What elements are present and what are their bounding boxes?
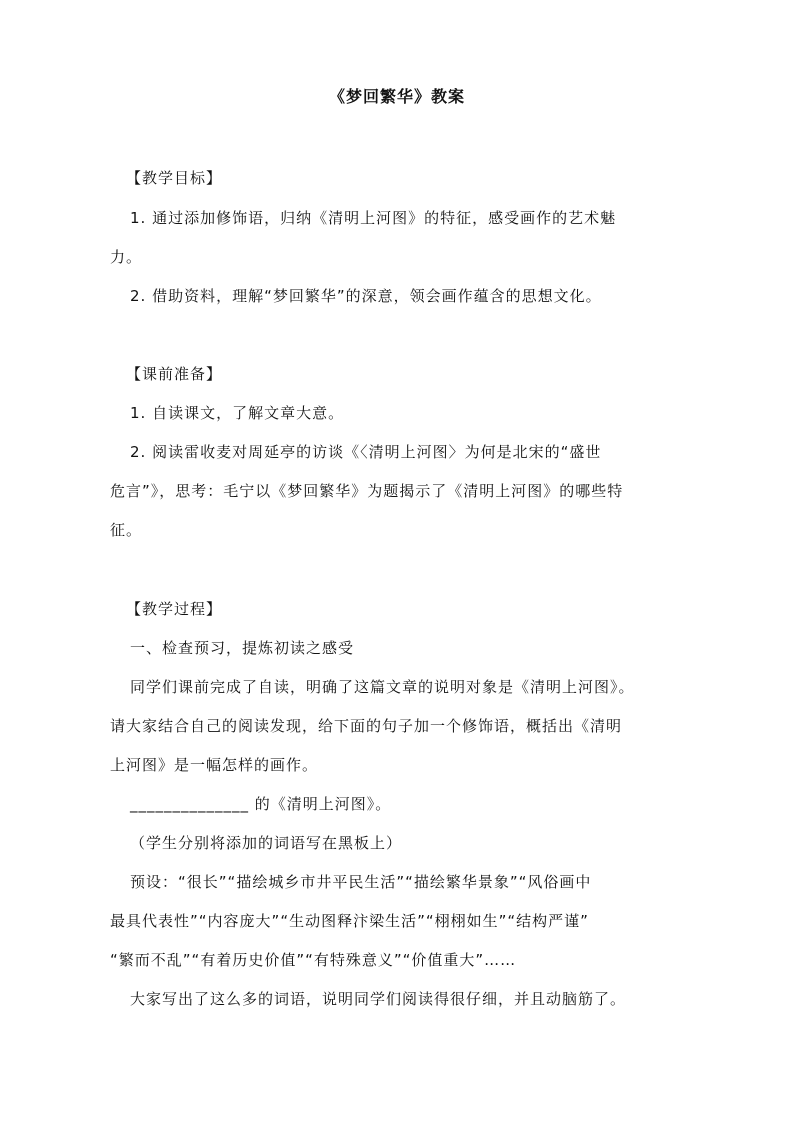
- objectives-heading: 【教学目标】: [126, 169, 223, 187]
- process-fill-blank: ______________ 的《清明上河图》。: [130, 795, 392, 813]
- objectives-item-1-line-1: 1. 通过添加修饰语，归纳《清明上河图》的特征，感受画作的艺术魅: [130, 209, 617, 227]
- process-para-1-line-1: 同学们课前完成了自读，明确了这篇文章的说明对象是《清明上河图》。: [130, 678, 635, 696]
- process-para-1-line-2: 请大家结合自己的阅读发现，给下面的句子加一个修饰语，概括出《清明: [110, 717, 623, 735]
- preparation-heading: 【课前准备】: [126, 365, 223, 383]
- objectives-item-2: 2. 借助资料，理解“梦回繁华”的深意，领会画作蕴含的思想文化。: [130, 287, 602, 305]
- preparation-item-2-line-2: 危言”》，思考：毛宁以《梦回繁华》为题揭示了《清明上河图》的哪些特: [110, 482, 624, 500]
- preparation-item-2-line-3: 征。: [110, 521, 143, 539]
- objectives-item-1-line-2: 力。: [110, 248, 143, 266]
- process-para-1-line-3: 上河图》是一幅怎样的画作。: [110, 756, 319, 774]
- preparation-item-2-line-1: 2. 阅读雷收麦对周延亭的访谈《〈清明上河图〉为何是北宋的“盛世: [130, 443, 602, 461]
- process-note: （学生分别将添加的词语写在黑板上）: [130, 834, 403, 852]
- document-title: 《梦回繁华》教案: [328, 87, 465, 106]
- process-preset-line-3: “繁而不乱”“有着历史价值”“有特殊意义”“价值重大”……: [110, 951, 517, 969]
- process-heading: 【教学过程】: [126, 600, 223, 618]
- preparation-item-1: 1. 自读课文，了解文章大意。: [130, 404, 345, 422]
- process-para-2: 大家写出了这么多的词语，说明同学们阅读得很仔细，并且动脑筋了。: [130, 990, 627, 1008]
- process-preset-line-1: 预设：“很长”“描绘城乡市井平民生活”“描绘繁华景象”“风俗画中: [130, 873, 592, 891]
- process-preset-line-2: 最具代表性”“内容庞大”“生动图释汴梁生活”“栩栩如生”“结构严谨”: [110, 912, 589, 930]
- process-step-1: 一、检查预习，提炼初读之感受: [130, 639, 355, 657]
